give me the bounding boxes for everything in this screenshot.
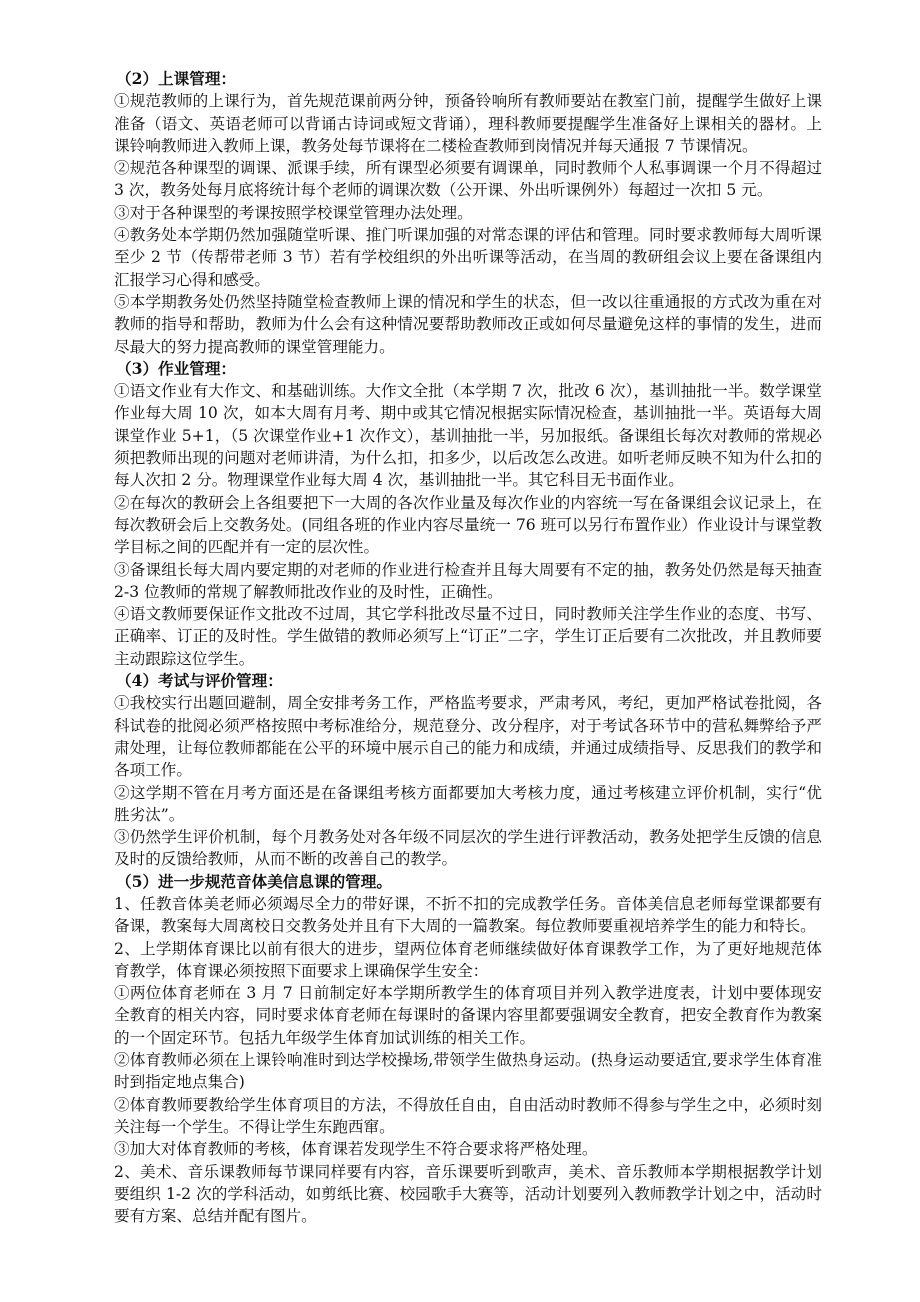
paragraph: ④语文教师要保证作文批改不过周，其它学科批改尽量不过日，同时教师关注学生作业的态度、书写、正确率、订正的及时性。学生做错的教师必须写上“订正”二字，学生订正后要有二次批改，并且教师要主动跟踪这位学生。 <box>114 605 822 668</box>
paragraph: ③仍然学生评价机制，每个月教务处对各年级不同层次的学生进行评教活动，教务处把学生反馈的信息及时的反馈给教师，从而不断的改善自己的教学。 <box>114 828 822 869</box>
section-heading: （5）进一步规范音体美信息课的管理。 <box>116 871 392 891</box>
section-heading: （2）上课管理： <box>116 69 237 88</box>
paragraph: ③对于各种课型的考课按照学校课堂管理办法处理。 <box>114 203 473 222</box>
paragraph: ②规范各种课型的调课、派课手续，所有课型必须要有调课单，同时教师个人私事调课一个月不得超过 3 次，教务处每月底将统计每个老师的调课次数（公开课、外出听课例外）每超过一次扣 5 元。 <box>114 159 822 200</box>
paragraph: ⑤本学期教务处仍然坚持随堂检查教师上课的情况和学生的状态，但一改以往重通报的方式改为重在对教师的指导和帮助，教师为什么会有这种情况要帮助教师改正或如何尽量避免这样的事情的发生，进而尽最大的努力提高教师的课堂管理能力。 <box>114 292 822 356</box>
paragraph: ①规范教师的上课行为，首先规范课前两分钟，预备铃响所有教师要站在教室门前，提醒学生做好上课准备（语文、英语老师可以背诵古诗词或短文背诵），理科教师要提醒学生准备好上课相关的器材。上课铃响教师进入教师上课，教务处每节课将在二楼检查教师到岗情况并每天通报 7 节课情况。 <box>114 92 822 155</box>
paragraph: ②这学期不管在月考方面还是在备课组考核方面都要加大考核力度，通过考核建立评价机制，实行“优胜劣汰”。 <box>114 783 822 824</box>
section-heading: （4）考试与评价管理： <box>116 671 283 691</box>
paragraph: ①两位体育老师在 3 月 7 日前制定好本学期所教学生的体育项目并列入教学进度表，计划中要体现安全教育的相关内容，同时要求体育老师在每课时的备课内容里都要强调安全教育，把安全教育作为教案的一个固定环节。包括九年级学生体育加试训练的相关工作。 <box>114 984 822 1047</box>
paragraph: ①我校实行出题回避制，周全安排考务工作，严格监考要求，严肃考风，考纪，更加严格试卷批阅，各科试卷的批阅必须严格按照中考标准给分，规范登分、改分程序，对于考试各环节中的营私舞弊给予严肃处理，让每位教师都能在公平的环境中展示自己的能力和成绩，并通过成绩指导、反思我们的教学和各项工作。 <box>114 694 822 780</box>
paragraph: 2、上学期体育课比以前有很大的进步，望两位体育老师继续做好体育课教学工作，为了更好地规范体育教学，体育课必须按照下面要求上课确保学生安全： <box>114 939 822 980</box>
paragraph: ②在每次的教研会上各组要把下一大周的各次作业量及每次作业的内容统一写在备课组会议记录上，在每次教研会后上交教务处。(同组各班的作业内容尽量统一 76 班可以另行布置作业）作业设计与课堂教学目标之间的匹配并有一定的层次性。 <box>114 493 822 557</box>
section-heading: （3）作业管理： <box>116 358 237 378</box>
paragraph: ②体育教师要教给学生体育项目的方法，不得放任自由，自由活动时教师不得参与学生之中，必须时刻关注每一个学生。不得让学生东跑西窜。 <box>114 1095 822 1136</box>
paragraph: ①语文作业有大作文、和基础训练。大作文全批（本学期 7 次，批改 6 次），基训抽批一半。数学课堂作业每大周 10 次，如本大周有月考、期中或其它情况根据实际情况检查，基训抽批一半。英语每大周课堂作业 5+1，（5 次课堂作业+1 次作文），基训抽批一半，另加报纸。备课组长每次对教师的常规必须把教师出现的问题对老师讲清，为什么扣，扣多少，以后改怎么改进。如听老师反映不知为什么扣的每人次扣 2 分。物理课堂作业每大周 4 次，基训抽批一半。其它科目无书面作业。 <box>114 382 822 490</box>
paragraph: 1、任教音体美老师必须竭尽全力的带好课，不折不扣的完成教学任务。音体美信息老师每堂课都要有备课，教案每大周离校日交教务处并且有下大周的一篇教案。每位教师要重视培养学生的能力和特长。 <box>114 894 822 936</box>
paragraph: ④教务处本学期仍然加强随堂听课、推门听课加强的对常态课的评估和管理。同时要求教师每大周听课至少 2 节（传帮带老师 3 节）若有学校组织的外出听课等活动，在当周的教研组会议上要在备课组内汇报学习心得和感受。 <box>114 226 822 289</box>
paragraph: 2、美术、音乐课教师每节课同样要有内容，音乐课要听到歌声，美术、音乐教师本学期根据教学计划要组织 1-2 次的学科活动，如剪纸比赛、校园歌手大赛等，活动计划要列入教师教学计划之中，活动时要有方案、总结并配有图片。 <box>114 1162 822 1226</box>
paragraph: ②体育教师必须在上课铃响准时到达学校操场,带领学生做热身运动。(热身运动要适宜,要求学生体育准时到指定地点集合) <box>114 1051 822 1092</box>
paragraph: ③加大对体育教师的考核，体育课若发现学生不符合要求将严格处理。 <box>114 1140 598 1159</box>
paragraph: ③备课组长每大周内要定期的对老师的作业进行检查并且每大周要有不定的抽，教务处仍然是每天抽查 2-3 位教师的常规了解教师批改作业的及时性，正确性。 <box>114 560 822 601</box>
